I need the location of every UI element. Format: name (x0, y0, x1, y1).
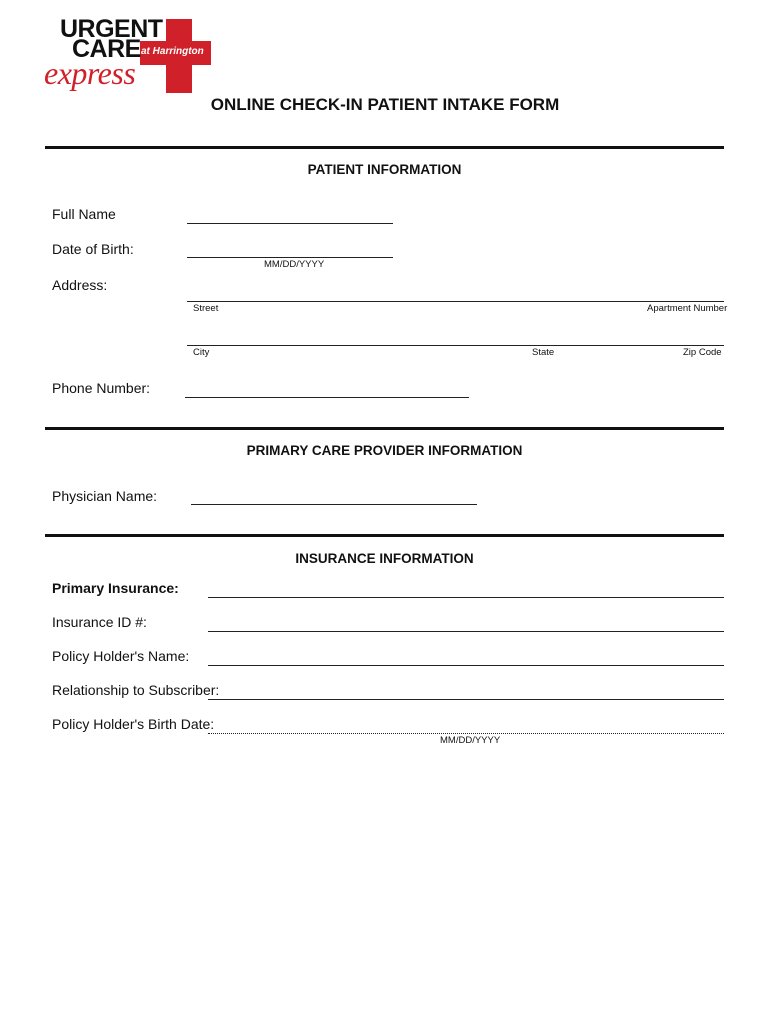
holder-dob-input[interactable] (208, 716, 724, 732)
holder-dob-label: Policy Holder's Birth Date: (52, 716, 215, 732)
provider-section-title: PRIMARY CARE PROVIDER INFORMATION (246, 443, 523, 458)
insurance-section-title: INSURANCE INFORMATION (295, 551, 474, 566)
holder-name-line (208, 665, 724, 666)
insurance-id-label: Insurance ID #: (52, 614, 147, 630)
holder-name-input[interactable] (208, 648, 724, 664)
physician-line (191, 504, 477, 505)
logo-express-text: express (44, 55, 136, 91)
holder-dob-line (208, 733, 724, 734)
phone-line (185, 397, 469, 398)
dob-hint: MM/DD/YYYY (264, 259, 325, 270)
city-hint: City (193, 347, 210, 358)
patient-section-title: PATIENT INFORMATION (307, 162, 462, 177)
relationship-input[interactable] (208, 682, 724, 698)
address-label: Address: (52, 277, 108, 293)
city-line (187, 345, 724, 346)
insurance-id-line (208, 631, 724, 632)
section-divider (45, 427, 724, 430)
phone-label: Phone Number: (52, 380, 151, 396)
form-title: ONLINE CHECK-IN PATIENT INTAKE FORM (210, 95, 560, 114)
dob-input[interactable] (187, 240, 393, 256)
primary-insurance-line (208, 597, 724, 598)
relationship-label: Relationship to Subscriber: (52, 682, 220, 698)
urgent-care-express-logo (40, 15, 220, 97)
full-name-input[interactable] (187, 206, 393, 222)
dob-label: Date of Birth: (52, 241, 134, 257)
street-input[interactable] (187, 284, 724, 300)
street-line (187, 301, 724, 302)
primary-insurance-input[interactable] (208, 580, 724, 596)
apartment-hint: Apartment Number (647, 303, 728, 314)
logo-badge-text: at Harrington (141, 46, 204, 57)
holder-dob-hint: MM/DD/YYYY (440, 735, 501, 746)
holder-name-label: Policy Holder's Name: (52, 648, 190, 664)
phone-input[interactable] (185, 380, 469, 396)
zip-hint: Zip Code (683, 347, 722, 358)
logo-care-text: CARE (72, 35, 141, 63)
insurance-id-input[interactable] (208, 614, 724, 630)
relationship-line (208, 699, 724, 700)
full-name-label: Full Name (52, 206, 116, 222)
section-divider (45, 146, 724, 149)
logo-urgent-text: URGENT (60, 15, 163, 43)
street-hint: Street (193, 303, 219, 314)
dob-line (187, 257, 393, 258)
primary-insurance-label: Primary Insurance: (52, 580, 179, 596)
physician-input[interactable] (191, 487, 477, 503)
physician-label: Physician Name: (52, 488, 158, 504)
city-state-zip-input[interactable] (187, 328, 724, 344)
full-name-line (187, 223, 393, 224)
section-divider (45, 534, 724, 537)
state-hint: State (532, 347, 555, 358)
